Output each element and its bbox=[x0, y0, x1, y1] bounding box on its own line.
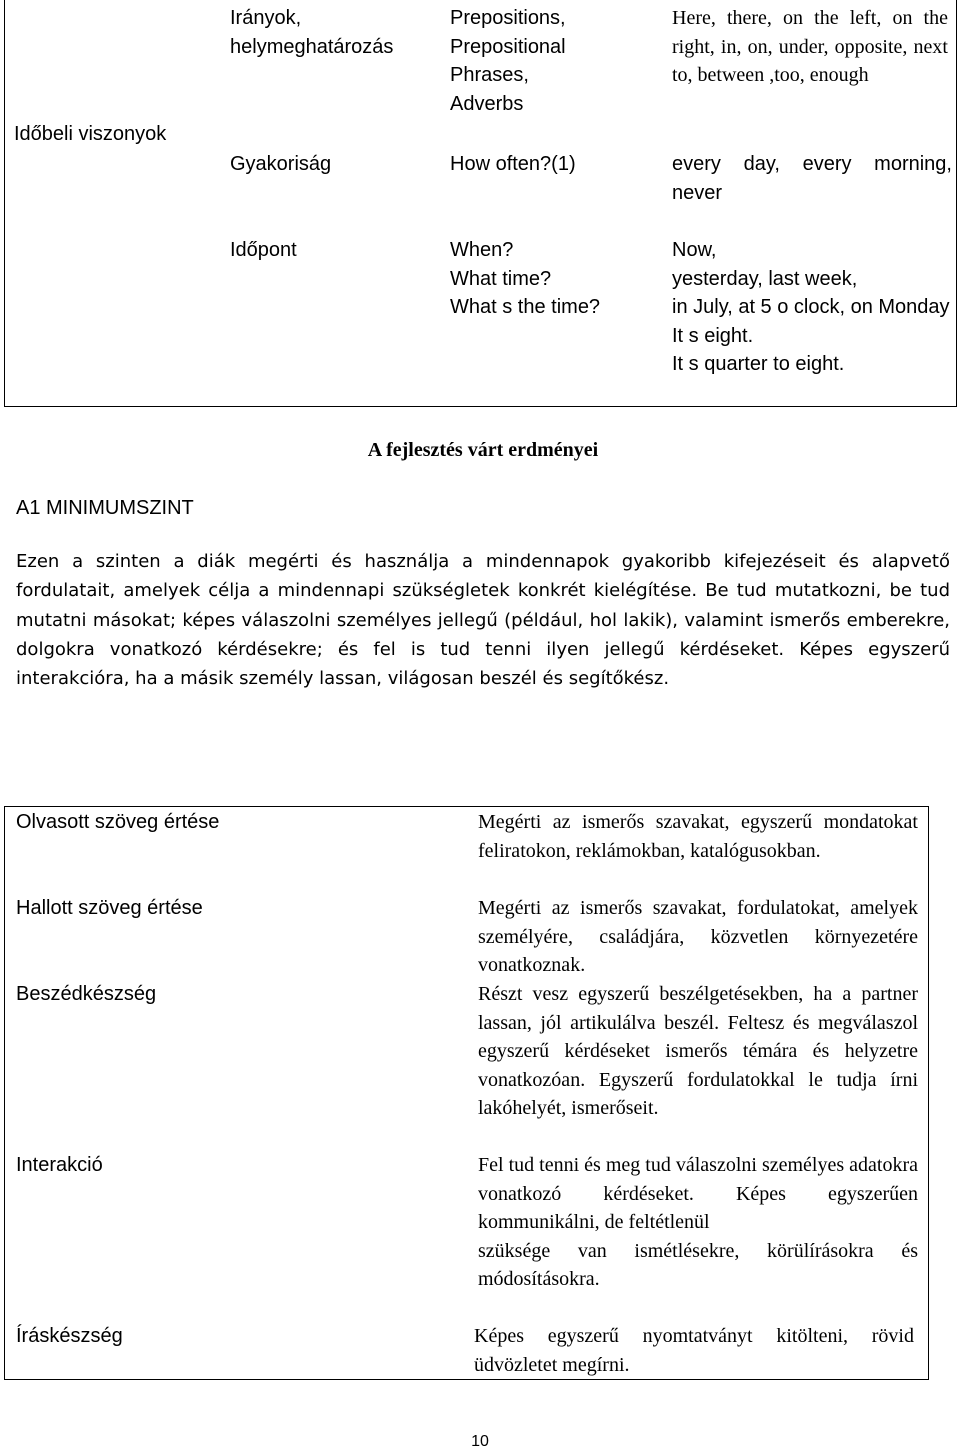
top-row2-col2: Gyakoriság bbox=[230, 153, 332, 175]
skill-description: Részt vesz egyszerű beszélgetésekben, ha a partner lassan, jól artikulálva beszél. Feltesz és megválaszol egyszerű kérdéseket ismerős témára és helyzetre vonatkozóan. Egyszerű fordulatokkal le tudja írni lakóhelyét, ismerőseit. bbox=[478, 983, 918, 1120]
page-number: 10 bbox=[471, 1433, 489, 1450]
top-row1-col2: Irányok, helymeghatározás bbox=[230, 7, 394, 58]
skill-label: Hallott szöveg értése bbox=[16, 897, 203, 919]
skill-label: Íráskészség bbox=[16, 1325, 123, 1347]
level-description: Ezen a szinten a diák megérti és használja a mindennapok gyakoribb kifejezéseit és alapvető fordulatait, amelyek célja a mindennapi szükségletek konkrét kielégítése. Be tud mutatkozni, be tud mutatni másokat; képes válaszolni személyes jellegű (például, hol lakik), valamint ismerős emberekre, dolgokra vonatkozó kérdésekre; és fel is tud tenni ilyen jellegű kérdéseket. Képes egyszerű interakcióra, ha a másik személy lassan, világosan beszél és segítőkész. bbox=[16, 551, 950, 690]
skill-label: Interakció bbox=[16, 1154, 103, 1176]
top-row2-col1: Időbeli viszonyok bbox=[14, 123, 167, 145]
skill-label: Beszédkészség bbox=[16, 983, 157, 1005]
top-row2-col4: every day, every morning, never bbox=[672, 153, 952, 204]
top-row1-col3: Prepositions, Prepositional Phrases, Adverbs bbox=[450, 7, 566, 115]
top-row3-col2: Időpont bbox=[230, 239, 297, 261]
top-row3-col4: Now, yesterday, last week, in July, at 5 o clock, on Monday It s eight. It s quarter to eight. bbox=[672, 239, 950, 375]
top-row1-col4: Here, there, on the left, on the right, in, on, under, opposite, next to, between ,too, enough bbox=[672, 7, 948, 86]
skill-description: Megérti az ismerős szavakat, fordulatokat, amelyek személyére, családjára, közvetlen környezetére vonatkoznak. bbox=[478, 897, 918, 977]
skill-description: Fel tud tenni és meg tud válaszolni személyes adatokra vonatkozó kérdéseket. Képes egyszerűen kommunikálni, de feltétlenül szüksége van ismétlésekre, körülírásokra és módosításokra. bbox=[478, 1154, 918, 1291]
skill-description: Megérti az ismerős szavakat, egyszerű mondatokat feliratokon, reklámokban, katalógusokban. bbox=[478, 811, 918, 862]
skill-label: Olvasott szöveg értése bbox=[16, 811, 220, 833]
level-title: A1 MINIMUMSZINT bbox=[16, 497, 194, 519]
skill-description: Képes egyszerű nyomtatványt kitölteni, rövid üdvözletet megírni. bbox=[474, 1325, 914, 1376]
section-heading: A fejlesztés várt erdményei bbox=[367, 439, 599, 461]
top-row2-col3: How often?(1) bbox=[450, 153, 576, 175]
top-row3-col3: When? What time? What s the time? bbox=[450, 239, 601, 318]
